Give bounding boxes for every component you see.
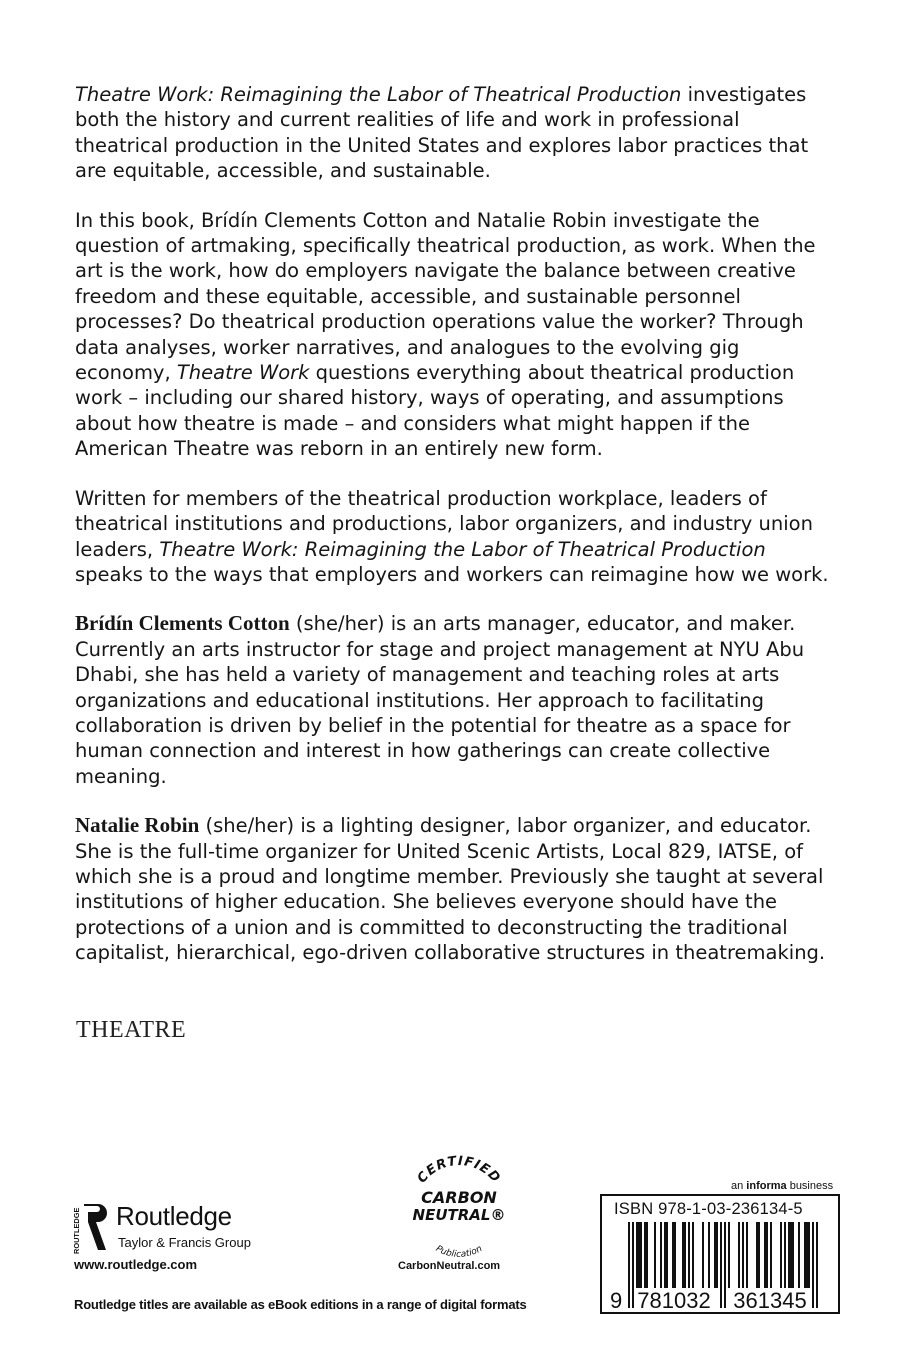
- author-name: Brídín Clements Cotton: [75, 611, 290, 636]
- barcode-digit-first: 9: [610, 1288, 623, 1312]
- barcode-digits-left: 781032: [637, 1288, 711, 1312]
- barcode-bar: [784, 1222, 786, 1288]
- book-title: Theatre Work: Reimagining the Labor of Theatrical Production: [159, 537, 766, 561]
- informa-business-tag: an informa business: [731, 1180, 834, 1192]
- barcode-bar: [666, 1222, 668, 1288]
- barcode-bar: [684, 1222, 686, 1288]
- barcode-bar: [788, 1222, 790, 1288]
- barcode-bar: [798, 1222, 800, 1288]
- blurb-paragraph-3: [75, 486, 835, 588]
- barcode-guard-bar: [724, 1222, 726, 1308]
- book-title: Theatre Work: [176, 361, 310, 385]
- blurb-text: In this book, Brídín Clements Cotton and Natalie Robin investigate the question of artmaking, specifically theatrical production, as work. When the art is the work, how do employers navigate the balance between creative freedom and these equitable, accessible, and sustainable personnel processes? Do theatrical production operations value the worker? Through data analyses, worker narratives, and analogues to the evolving gig economy,: [75, 208, 816, 385]
- carbon-neutral-logo-icon: [395, 1148, 525, 1278]
- barcode-bar: [770, 1222, 772, 1288]
- barcode-bar: [742, 1222, 744, 1288]
- svg-text:CERTIFIED: [415, 1154, 504, 1186]
- barcode-guard-bar: [632, 1222, 634, 1308]
- ebook-availability-note: Routledge titles are available as eBook editions in a range of digital formats: [74, 1297, 527, 1312]
- carbon-neutral-url[interactable]: CarbonNeutral.com: [398, 1260, 501, 1272]
- publisher-name: Routledge: [116, 1201, 232, 1231]
- barcode-bar: [672, 1222, 674, 1288]
- barcode-bar: [660, 1222, 662, 1288]
- barcode-guard-bar: [720, 1222, 722, 1308]
- barcode-bar: [708, 1222, 710, 1288]
- barcode-bar: [808, 1222, 810, 1288]
- carbon-certified-text: CERTIFIED: [414, 1153, 504, 1187]
- barcode-bar: [644, 1222, 646, 1288]
- barcode-bar: [738, 1222, 740, 1288]
- barcode-bar: [780, 1222, 782, 1288]
- barcode-bar: [806, 1222, 808, 1288]
- barcode-guard-bar: [812, 1222, 814, 1308]
- carbon-publication-text: Publication: [433, 1243, 485, 1260]
- blurb-text: Written for members of the theatrical production workplace, leaders of theatrical institutions and productions, labor organizers, and industry union leaders,: [75, 486, 813, 561]
- blurb-text: speaks to the ways that employers and workers can reimagine how we work.: [75, 562, 829, 586]
- barcode-digits-right: 361345: [733, 1288, 807, 1312]
- barcode-bar: [758, 1222, 760, 1288]
- barcode-bar: [674, 1222, 676, 1288]
- author-bio-1: [75, 611, 835, 789]
- barcode-bar: [714, 1222, 716, 1288]
- blurb-paragraph-2: [75, 208, 835, 462]
- barcode-bar: [688, 1222, 690, 1288]
- barcode-bar: [702, 1222, 704, 1288]
- barcode-bar: [766, 1222, 768, 1288]
- blurb-paragraph-1: [75, 82, 835, 184]
- blurb-text: investigates both the history and current realities of life and work in professional theatrical production in the United States and explores labor practices that are equitable, accessible, and sustainable.: [75, 83, 809, 183]
- barcode-bar: [792, 1222, 794, 1288]
- carbon-line-1: CARBON: [421, 1188, 497, 1207]
- barcode-guard-bar: [816, 1222, 818, 1308]
- author-bio-text: (she/her) is an arts manager, educator, and maker. Currently an arts instructor for stage and project management at NYU Abu Dhabi, she has held a variety of management and teaching roles at arts organizations and educational institutions. Her approach to facilitating collaboration is driven by belief in the potential for theatre as a space for human connection and interest in how gatherings can create collective meaning.: [75, 612, 805, 788]
- author-name: Natalie Robin: [75, 813, 200, 838]
- author-bio-text: (she/her) is a lighting designer, labor organizer, and educator. She is the full-time organizer for United Scenic Artists, Local 829, IATSE, of which she is a proud and longtime member. Previously she taught at several institutions of higher education. She believes everyone should have the protections of a union and is committed to deconstructing the traditional capitalist, hierarchical, ego-driven collaborative structures in theatremaking.: [75, 814, 826, 965]
- barcode-bar: [654, 1222, 656, 1288]
- barcode-bar: [692, 1222, 694, 1288]
- barcode-bar: [646, 1222, 648, 1288]
- blurb-text: questions everything about theatrical production work – including our shared history, ways of operating, and assumptions about how theatre is made – and considers what might happen if the American Theatre was reborn in an entirely new form.: [75, 361, 795, 461]
- barcode-bar: [790, 1222, 792, 1288]
- isbn-label: ISBN 978-1-03-236134-5: [614, 1200, 803, 1218]
- barcode-bar: [804, 1222, 806, 1288]
- barcode-guard-bar: [628, 1222, 630, 1308]
- author-bio-2: [75, 813, 835, 965]
- isbn-barcode: [608, 1220, 832, 1312]
- back-cover-blurb: [75, 82, 835, 990]
- barcode-bar: [664, 1222, 666, 1288]
- barcode-bar: [716, 1222, 718, 1288]
- carbon-line-2: NEUTRAL®: [412, 1206, 506, 1224]
- informa-brand: informa: [746, 1180, 787, 1192]
- book-title: Theatre Work: Reimagining the Labor of Theatrical Production: [75, 83, 682, 106]
- svg-text:Publication: [434, 1244, 484, 1260]
- routledge-logo-icon: [72, 1198, 112, 1258]
- barcode-bar: [728, 1222, 730, 1288]
- barcode-bar: [764, 1222, 766, 1288]
- barcode-bar: [636, 1222, 638, 1288]
- barcode-bar: [756, 1222, 758, 1288]
- barcode-bar: [638, 1222, 640, 1288]
- publisher-url[interactable]: www.routledge.com: [74, 1257, 198, 1272]
- barcode-bar: [640, 1222, 642, 1288]
- barcode-bar: [682, 1222, 684, 1288]
- publisher-group: Taylor & Francis Group: [118, 1235, 251, 1250]
- barcode-bar: [746, 1222, 748, 1288]
- routledge-logo-text: ROUTLEDGE: [72, 1207, 81, 1254]
- isbn-barcode-box: [600, 1194, 840, 1314]
- subject-category: THEATRE: [76, 1017, 187, 1043]
